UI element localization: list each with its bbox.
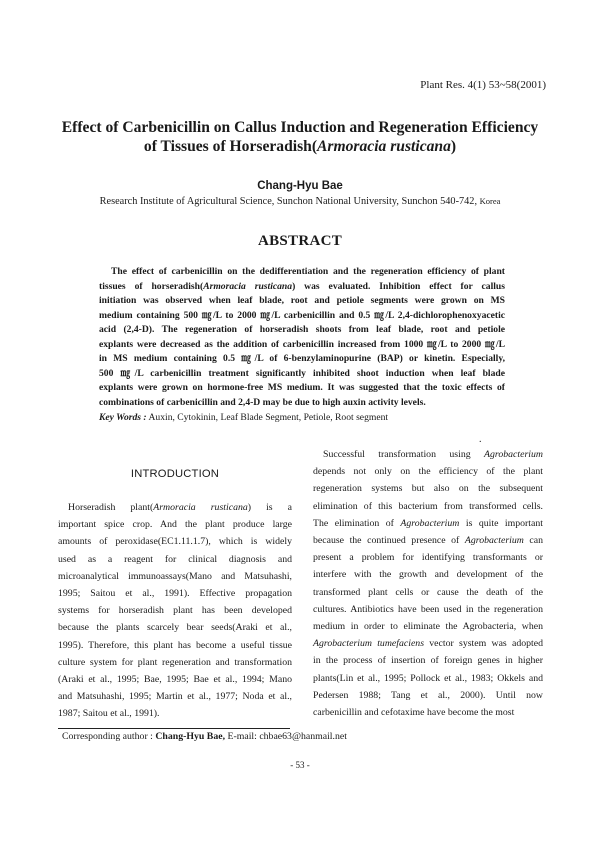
- abstract-line: explants were grown on hormone-free MS medium. It was suggested that the toxic effects of: [99, 382, 505, 394]
- abstract-line: in MS medium containing 0.5 ㎎/L of 6-benzylaminopurine (BAP) or kinetin. Especially,: [99, 353, 505, 365]
- introduction-heading: INTRODUCTION: [130, 468, 220, 480]
- body-line: carbenicillin and cefotaxime have become the most: [313, 707, 515, 719]
- abstract-line: 500 ㎎/L carbenicillin treatment significantly inhibited shoot induction when leaf blade: [99, 367, 505, 379]
- journal-citation: Plant Res. 4(1) 53~58(2001): [420, 79, 546, 91]
- body-line: interfere with the growth and development of the: [313, 569, 543, 581]
- title-line-1: Effect of Carbenicillin on Callus Induction and Regeneration Efficiency: [61, 119, 539, 136]
- body-line: Agrobacterium tumefaciens vector system was adopted: [313, 638, 543, 650]
- keywords-label: Key Words :: [99, 412, 147, 423]
- abstract-line: acid (2,4-D). The regeneration of horseradish shoots from leaf blade, root and petiole: [99, 324, 505, 336]
- paper-title: [40, 118, 560, 156]
- keywords-text: Auxin, Cytokinin, Leaf Blade Segment, Petiole, Root segment: [148, 412, 389, 423]
- body-line: The elimination of Agrobacterium is quite important: [313, 517, 543, 529]
- author-name: Chang-Hyu Bae: [257, 180, 343, 192]
- abstract-line: combinations of carbenicillin and 2,4-D may be due to high auxin activity levels.: [99, 396, 426, 408]
- body-line: because the plants scarcely bear seeds(Araki et al.,: [58, 622, 292, 634]
- body-line: used as a reagent for clinical diagnosis and: [58, 553, 292, 565]
- body-line: Pedersen 1988; Tang et al., 2000). Until now: [313, 689, 543, 701]
- body-line: amounts of peroxidase(EC1.11.1.7), which is widely: [58, 536, 292, 548]
- body-line: medium in order to eliminate the Agrobacteria, when: [313, 621, 543, 633]
- abstract-line: tissues of horseradish(Armoracia rusticana) was evaluated. Inhibition effect for callus: [99, 280, 505, 292]
- body-line: Horseradish plant(Armoracia rusticana) is a: [68, 502, 293, 513]
- title-species: Armoracia rusticana: [317, 138, 451, 155]
- body-line: and Matsuhashi, 1995; Martin et al., 1977; Noda et al.,: [58, 691, 292, 703]
- body-line: microanalytical immunoassays(Mano and Matsuhashi,: [58, 570, 292, 582]
- body-line: 1995; Saitou et al., 1991). Effective propagation: [58, 588, 292, 600]
- stray-mark: .: [479, 434, 482, 445]
- corresponding-author-footnote: Corresponding author : Chang-Hyu Bae, E-mail: chbae63@hanmail.net: [62, 731, 347, 742]
- body-line: 1987; Saitou et al., 1991).: [58, 708, 160, 720]
- body-line: culture system for plant regeneration and transformation: [58, 656, 292, 668]
- abstract-line: initiation was observed when leaf blade, root and petiole segments were grown on MS: [99, 295, 505, 307]
- abstract-line: explants were decreased as the addition of carbenicillin increased from 1000 ㎎/L to 2000 ㎎/L: [99, 338, 505, 350]
- footnote-divider: [58, 728, 290, 729]
- body-line: transformed plant cells or cause the death of the: [313, 586, 543, 598]
- author-affiliation: Research Institute of Agricultural Science, Sunchon National University, Sunchon 540-742, Korea: [99, 196, 501, 207]
- title-line-2: of Tissues of Horseradish(Armoracia rusticana): [143, 138, 457, 155]
- abstract-heading: ABSTRACT: [257, 233, 343, 249]
- intro-left-column: [58, 499, 292, 723]
- body-line: regeneration systems but also on the subsequent: [313, 483, 543, 495]
- body-line: in the process of insertion of foreign genes in higher: [313, 655, 543, 667]
- keywords: [99, 412, 388, 423]
- body-line: depends not only on the efficiency of the plant: [313, 466, 543, 478]
- body-line: important spice crop. And the plant produce large: [58, 519, 292, 531]
- body-line: Successful transformation using Agrobacterium: [323, 449, 543, 460]
- body-line: plants(Lin et al., 1995; Pollock et al., 1983; Okkels and: [313, 672, 543, 684]
- abstract-line: medium containing 500 ㎎/L to 2000 ㎎/L carbenicillin and 0.5 ㎎/L 2,4-dichlorophenoxyacetic: [99, 309, 505, 321]
- body-line: elimination of this bacterium from transformed cells.: [313, 500, 543, 512]
- abstract-line: The effect of carbenicillin on the dedifferentiation and the regeneration efficiency of plant: [111, 266, 505, 277]
- abstract-body: [99, 265, 505, 410]
- page-number: - 53 -: [290, 760, 310, 770]
- intro-right-column: [313, 446, 543, 721]
- body-line: because the continued presence of Agrobacterium can: [313, 535, 544, 547]
- body-line: present a problem for identifying transformants or: [313, 552, 543, 564]
- body-line: 1995). Therefore, this plant has become a useful tissue: [58, 639, 292, 651]
- body-line: systems for horseradish plant has been developed: [58, 605, 292, 617]
- body-line: cultures. Antibiotics have been used in the regeneration: [313, 603, 543, 615]
- body-line: (Araki et al., 1995; Bae, 1995; Bae et al., 1994; Mano: [58, 674, 292, 686]
